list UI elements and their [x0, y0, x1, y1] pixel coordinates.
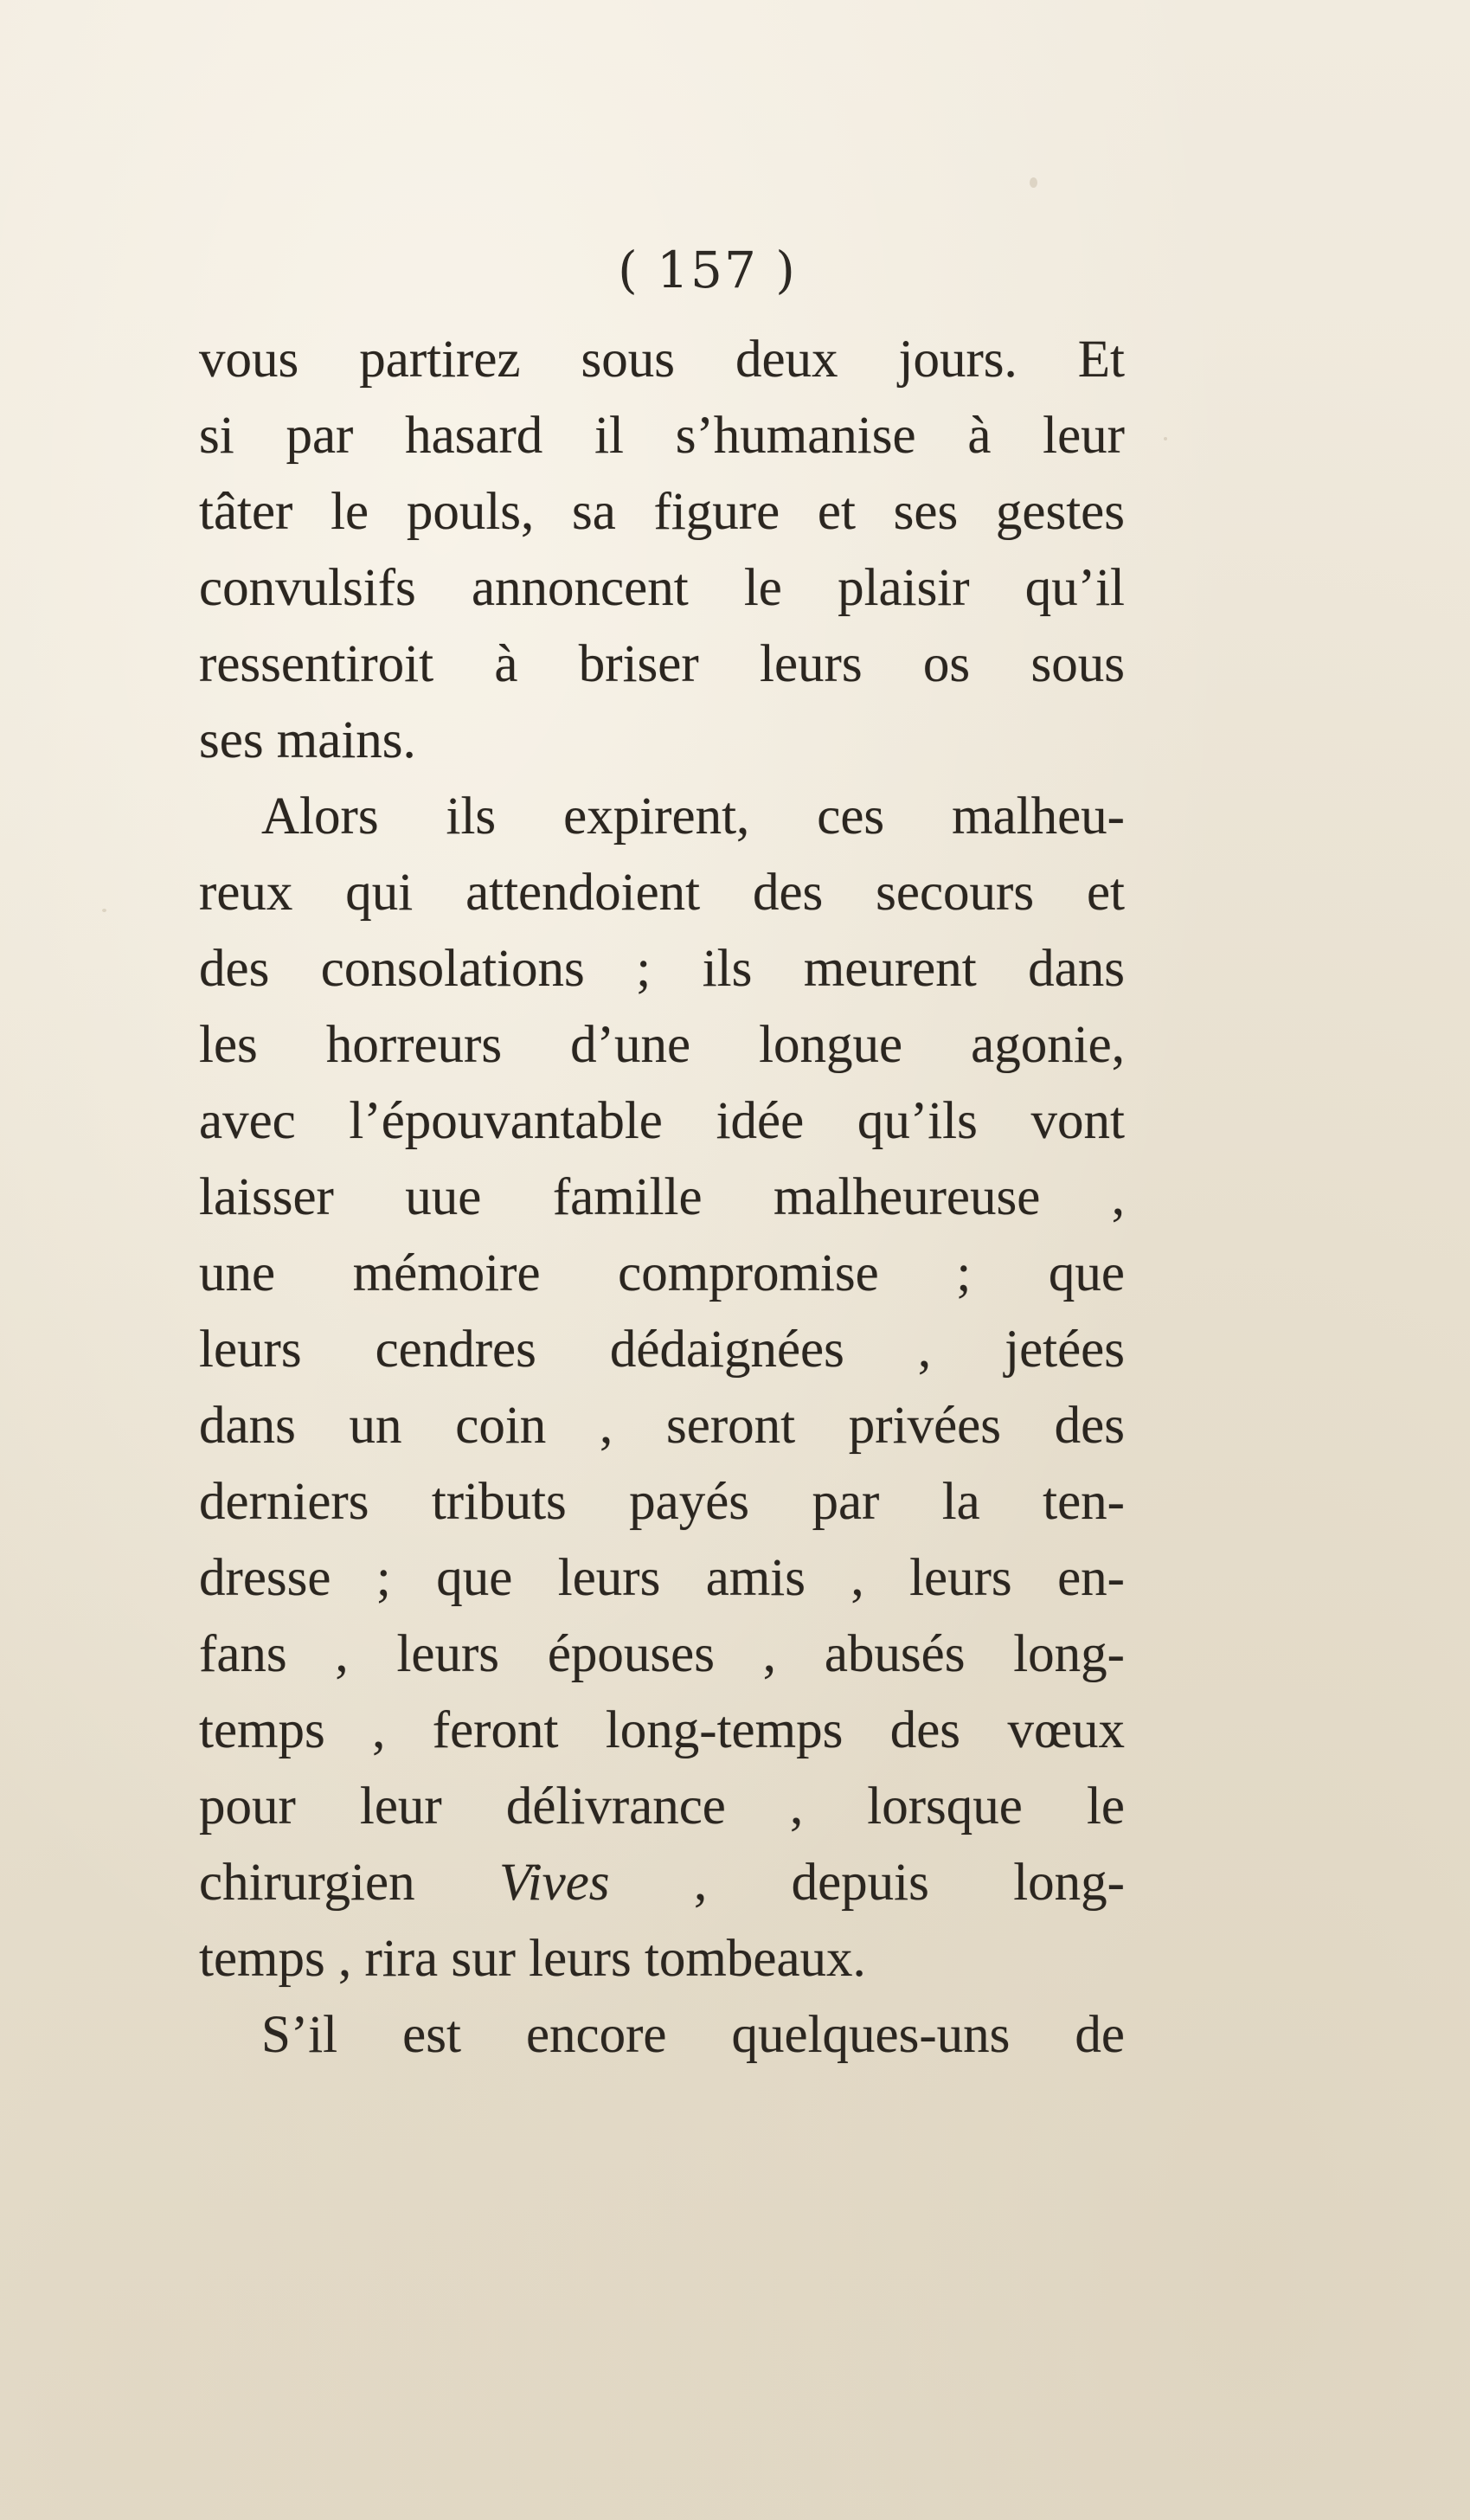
text-fragment: , depuis long- [693, 1854, 1125, 1912]
text-line: des consolations ; ils meurent dans [199, 940, 1125, 998]
text-fragment: chirurgien [199, 1854, 415, 1912]
text-line: derniers tributs payés par la ten- [199, 1473, 1125, 1531]
paper-spot [1030, 177, 1037, 188]
text-line: fans , leurs épouses , abusés long- [199, 1625, 1125, 1683]
text-line: temps , rira sur leurs tombeaux. [199, 1930, 866, 1988]
text-line: temps , feront long-temps des vœux [199, 1701, 1125, 1759]
italic-name: Vives [498, 1854, 610, 1912]
text-line: ses mains. [199, 711, 416, 769]
text-line: laisser uue famille malheureuse , [199, 1168, 1125, 1226]
text-line: Alors ils expirent, ces malheu- [261, 788, 1125, 845]
text-line: si par hasard il s’humanise à leur [199, 407, 1125, 465]
text-line: les horreurs d’une longue agonie, [199, 1016, 1125, 1074]
text-line: reux qui attendoient des secours et [199, 864, 1125, 922]
text-line: pour leur délivrance , lorsque le [199, 1778, 1125, 1835]
text-line: tâter le pouls, sa figure et ses gestes [199, 483, 1125, 541]
text-line [199, 1845, 1125, 1921]
paper-spot [1164, 437, 1167, 440]
text-line: dresse ; que leurs amis , leurs en- [199, 1549, 1125, 1607]
text-line: leurs cendres dédaignées , jetées [199, 1321, 1125, 1379]
text-line: vous partirez sous deux jours. Et [199, 331, 1125, 389]
text-line: avec l’épouvantable idée qu’ils vont [199, 1092, 1125, 1150]
text-line: une mémoire compromise ; que [199, 1244, 1125, 1302]
paper-spot [102, 909, 106, 912]
text-line: convulsifs annoncent le plaisir qu’il [199, 559, 1125, 617]
page-number: ( 157 ) [618, 241, 797, 299]
text-line: S’il est encore quelques-uns de [261, 2006, 1125, 2064]
text-line: dans un coin , seront privées des [199, 1397, 1125, 1455]
text-line: ressentiroit à briser leurs os sous [199, 635, 1125, 693]
body-text [199, 322, 1125, 2073]
